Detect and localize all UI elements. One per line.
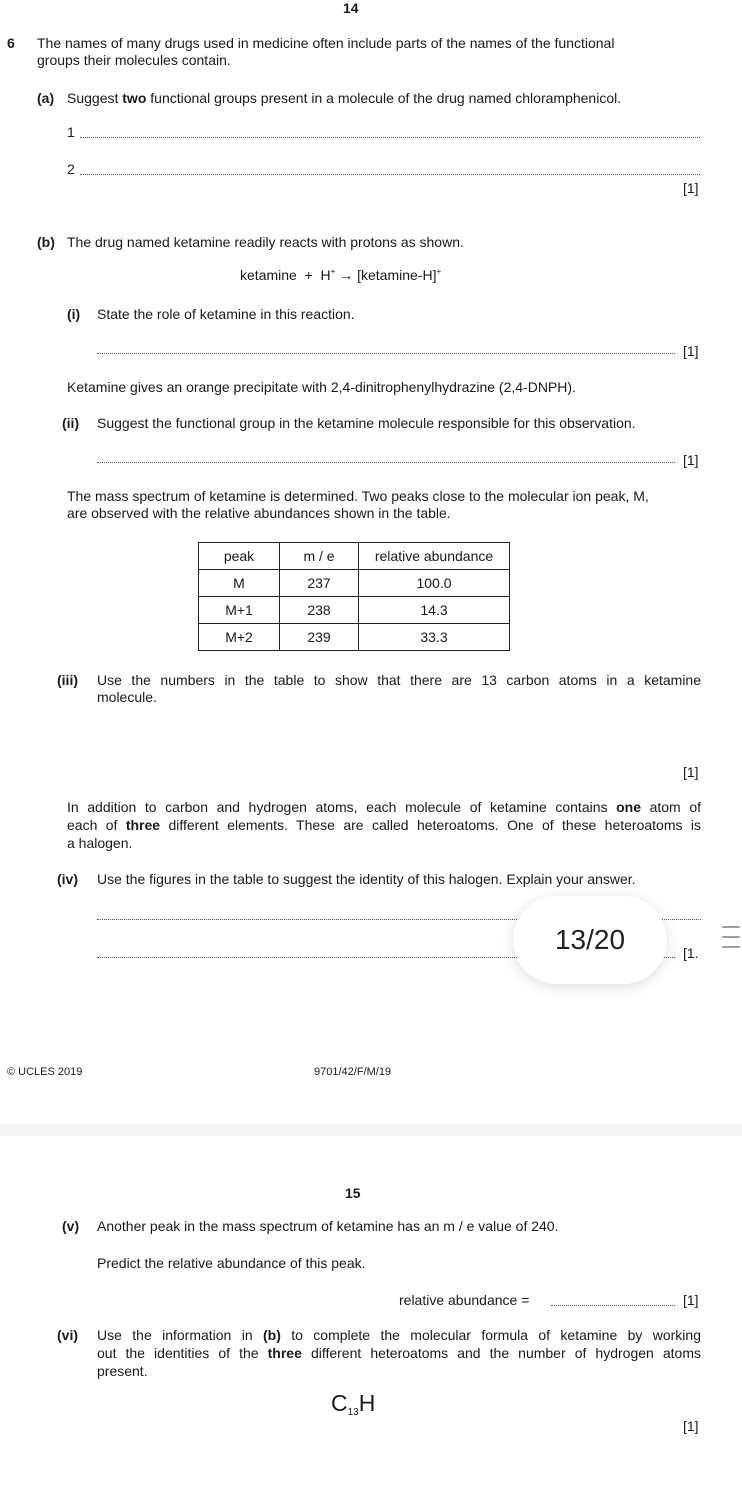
heteroatom-line-2-bold: three — [125, 817, 161, 833]
table-cell: 14.3 — [359, 597, 510, 624]
answer-line-i[interactable] — [97, 353, 675, 354]
part-a-text-pre: Suggest — [67, 90, 123, 106]
part-v-label: (v) — [62, 1218, 80, 1234]
heteroatom-line-3: a halogen. — [67, 835, 133, 851]
part-vi-line-2-pre: out the identities of the — [97, 1345, 268, 1361]
part-a-text-bold: two — [122, 90, 147, 106]
mark-v: [1] — [683, 1292, 699, 1308]
part-a-text — [67, 90, 621, 106]
part-i-label: (i) — [67, 306, 81, 322]
heteroatom-line-2-pre: each of — [67, 817, 126, 833]
page-indicator[interactable] — [513, 896, 667, 984]
mark-ii: [1] — [683, 452, 699, 468]
heteroatom-line-1 — [67, 799, 701, 816]
part-iii-line-1: Use the numbers in the table to show that there are 13 carbon atoms in a ketamine — [97, 672, 701, 688]
mass-spec-line-2: are observed with the relative abundances shown in the table. — [67, 505, 451, 521]
formula-carbon-count: 13 — [347, 1407, 359, 1418]
equation-product: [ketamine-H] — [357, 267, 437, 283]
part-a-label: (a) — [37, 90, 55, 106]
table-cell: M+2 — [199, 624, 280, 651]
mass-spectrum-table — [198, 542, 510, 651]
part-iv-text: Use the figures in the table to suggest the identity of this halogen. Explain your answer. — [97, 871, 636, 887]
table-row — [199, 570, 510, 597]
table-header: peak — [199, 543, 280, 570]
part-vi-line-3: present. — [97, 1363, 148, 1379]
heteroatom-line-2-post: different elements. These are called heteroatoms. One of these heteroatoms is — [160, 817, 701, 833]
table-cell: 237 — [280, 570, 359, 597]
part-a-text-post: functional groups present in a molecule of the drug named chloramphenicol. — [146, 90, 622, 106]
answer-line-1-number: 1 — [67, 124, 75, 140]
dnph-statement: Ketamine gives an orange precipitate with 2,4-dinitrophenylhydrazine (2,4-DNPH). — [67, 379, 576, 395]
question-number: 6 — [7, 35, 15, 51]
page-separator — [0, 1124, 742, 1136]
equation-reactants: ketamine + H — [240, 267, 331, 283]
formula-carbon: C — [331, 1390, 348, 1416]
part-vi-line-1-bold: (b) — [262, 1327, 281, 1343]
heteroatom-line-1-bold: one — [616, 799, 641, 815]
reaction-arrow: → — [339, 267, 354, 283]
question-intro-line-2: groups their molecules contain. — [37, 52, 231, 68]
mark-iii: [1] — [683, 764, 699, 780]
part-ii-text: Suggest the functional group in the ketamine molecule responsible for this observation. — [97, 415, 636, 431]
part-v-predict: Predict the relative abundance of this peak. — [97, 1255, 366, 1271]
table-header: m / e — [280, 543, 359, 570]
answer-line-2[interactable] — [80, 174, 700, 175]
relative-abundance-label: relative abundance = — [399, 1292, 530, 1308]
table-cell: 100.0 — [359, 570, 510, 597]
page-number-2: 15 — [345, 1185, 361, 1201]
heteroatom-line-1-post: atom of — [641, 799, 701, 815]
footer-copyright: © UCLES 2019 — [7, 1066, 83, 1078]
table-cell: 33.3 — [359, 624, 510, 651]
table-cell: 238 — [280, 597, 359, 624]
part-vi-line-1 — [97, 1327, 701, 1344]
heteroatom-line-2 — [67, 817, 701, 834]
answer-line-ii[interactable] — [97, 462, 675, 463]
mark-vi: [1] — [683, 1418, 699, 1434]
question-intro-line-1: The names of many drugs used in medicine often include parts of the names of the functional — [37, 35, 615, 51]
page-number: 14 — [343, 0, 359, 16]
proton-charge: + — [330, 267, 336, 276]
table-header-row — [199, 543, 510, 570]
relative-abundance-answer[interactable] — [551, 1305, 675, 1306]
mark-a: [1] — [683, 180, 699, 196]
product-charge: + — [436, 267, 442, 276]
part-vi-line-1-post: to complete the molecular formula of ketamine by working — [280, 1327, 701, 1343]
part-iii-line-2: molecule. — [97, 689, 157, 705]
part-iii-label: (iii) — [57, 672, 78, 688]
formula-hydrogen: H — [358, 1390, 376, 1416]
table-cell: 239 — [280, 624, 359, 651]
table-header: relative abundance — [359, 543, 510, 570]
part-vi-line-2-post: different heteroatoms and the number of hydrogen atoms — [301, 1345, 701, 1361]
answer-line-2-number: 2 — [67, 161, 75, 177]
part-vi-line-1-pre: Use the information in — [97, 1327, 263, 1343]
part-vi-line-2-bold: three — [267, 1345, 302, 1361]
mark-i: [1] — [683, 343, 699, 359]
answer-line-1[interactable] — [80, 137, 700, 138]
part-v-text: Another peak in the mass spectrum of ketamine has an m / e value of 240. — [97, 1218, 559, 1234]
part-vi-line-2 — [97, 1345, 701, 1362]
table-row — [199, 624, 510, 651]
reaction-equation — [240, 267, 441, 283]
footer-paper-code: 9701/42/F/M/19 — [314, 1066, 392, 1078]
part-b-label: (b) — [37, 234, 55, 250]
part-iv-label: (iv) — [57, 871, 78, 887]
heteroatom-line-1-pre: In addition to carbon and hydrogen atoms, each molecule of ketamine contains — [67, 799, 617, 815]
part-i-text: State the role of ketamine in this reaction. — [97, 306, 355, 322]
table-cell: M+1 — [199, 597, 280, 624]
mark-iv: [1. — [683, 945, 699, 961]
table-row — [199, 597, 510, 624]
table-cell: M — [199, 570, 280, 597]
part-vi-label: (vi) — [57, 1327, 78, 1343]
page-indicator-text: 13/20 — [554, 924, 626, 955]
part-b-text: The drug named ketamine readily reacts with protons as shown. — [67, 234, 464, 250]
part-ii-label: (ii) — [62, 415, 80, 431]
menu-icon[interactable] — [722, 926, 740, 954]
molecular-formula — [331, 1390, 375, 1418]
mass-spec-line-1: The mass spectrum of ketamine is determined. Two peaks close to the molecular ion peak, M, — [67, 488, 649, 504]
